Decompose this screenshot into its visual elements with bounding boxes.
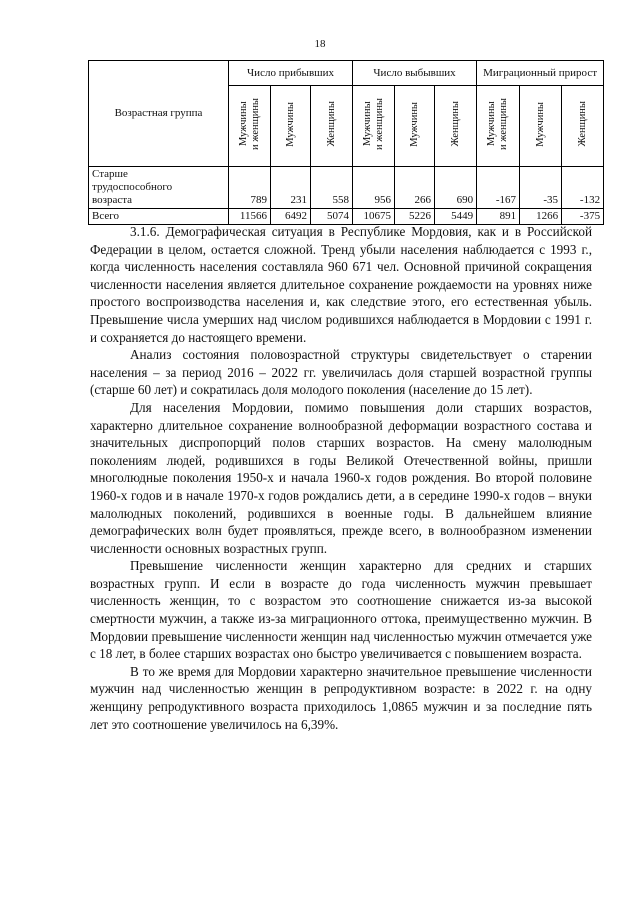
subheader-label: Мужчины и женщины	[486, 97, 510, 151]
table-cell: 5449	[435, 209, 477, 225]
arrivals-header: Число прибывших	[229, 61, 353, 86]
subheader-label: Мужчины	[534, 101, 546, 147]
subheader-label: Мужчины	[284, 101, 296, 147]
table-cell: 956	[353, 167, 395, 209]
subheader-cell	[395, 86, 435, 167]
migration-table	[88, 60, 604, 225]
table-cell: 266	[395, 167, 435, 209]
migration-growth-header: Миграционный прирост	[477, 61, 604, 86]
table-cell: 11566	[229, 209, 271, 225]
table-cell: 6492	[271, 209, 311, 225]
table-cell: -132	[562, 167, 604, 209]
table-cell: 789	[229, 167, 271, 209]
subheader-label: Женщины	[449, 101, 461, 147]
row-label: Всего	[89, 209, 229, 225]
table-cell: -167	[477, 167, 520, 209]
table-cell: 1266	[520, 209, 562, 225]
subheader-cell	[353, 86, 395, 167]
subheader-label: Женщины	[325, 101, 337, 147]
table-cell: 5074	[311, 209, 353, 225]
subheader-label: Мужчины и женщины	[237, 97, 261, 151]
table-cell: 558	[311, 167, 353, 209]
subheader-cell	[311, 86, 353, 167]
body-text	[90, 223, 592, 733]
paragraph: Анализ состояния половозрастной структуры свидетельствует о старении населения – за период 2016 – 2022 гг. увеличилась доля старшей возрастной группы (старше 60 лет) и сократилась доля молодого поколения (население до 15 лет).	[90, 347, 592, 398]
subheader-cell	[477, 86, 520, 167]
row-label: Старше трудоспособного возраста	[89, 167, 229, 209]
subheader-cell	[435, 86, 477, 167]
table-cell: 231	[271, 167, 311, 209]
table-cell: 10675	[353, 209, 395, 225]
subheader-cell	[520, 86, 562, 167]
subheader-cell	[562, 86, 604, 167]
page-number: 18	[314, 38, 326, 50]
subheader-label: Мужчины и женщины	[361, 97, 385, 151]
subheader-cell	[229, 86, 271, 167]
paragraph: Для населения Мордовии, помимо повышения доли старших возрастов, характерно длительное сохранение волнообразной деформации возрастного состава и значительных диспропорций полов старших возрастов. На смену малолюдным поколениям людей, родившихся в годы Великой Отечественной войны, пришли многолюдные поколения 1950-х и начала 1960-х годов рождения. Во второй половине 1960-х годов и в начале 1970-х годов рождались дети, а в середине 1990-х годов – внуки малолюдных поколений, родившихся в военные годы. В дальнейшем влияние демографических волн будет проявляться, прежде всего, в волнообразном изменении численности основных возрастных групп.	[90, 399, 592, 556]
table-cell: 891	[477, 209, 520, 225]
table-cell: -375	[562, 209, 604, 225]
table-cell: 5226	[395, 209, 435, 225]
subheader-label: Женщины	[576, 101, 588, 147]
paragraph: В то же время для Мордовии характерно значительное превышение численности мужчин над численностью женщин в репродуктивном возрасте: в 2022 г. на одну женщину репродуктивного возраста приходилось 1,0865 мужчин и за последние пять лет это соотношение увеличилось на 6,39%.	[90, 663, 592, 732]
table-row	[89, 167, 604, 209]
paragraph: 3.1.6. Демографическая ситуация в Республике Мордовия, как и в Российской Федерации в целом, остается сложной. Тренд убыли населения наблюдается с 1993 г., когда численность населения составляла 960 671 чел. Основной причиной сокращения численности населения является длительное сохранение рождаемости на уровнях ниже простого воспроизводства населения и, как следствие этого, его естественная убыль. Превышение числа умерших над числом родившихся наблюдается в Мордовии с 1991 г. и сохраняется до настоящего времени.	[90, 224, 592, 345]
subheader-label: Мужчины	[408, 101, 420, 147]
table-header-row	[89, 61, 604, 86]
paragraph: Превышение численности женщин характерно для средних и старших возрастных групп. И если в возрасте до года численность мужчин превышает численность женщин, то с возрастом это соотношение снижается из-за высокой смертности мужчин, а также из-за миграционного оттока, преимущественно мужчин. В Мордовии превышение численности женщин над численностью мужчин отмечается уже с 18 лет, в более старших возрастах оно быстро увеличивается с повышением возраста.	[90, 558, 592, 662]
subheader-cell	[271, 86, 311, 167]
table-cell: -35	[520, 167, 562, 209]
departures-header: Число выбывших	[353, 61, 477, 86]
table-cell: 690	[435, 167, 477, 209]
age-group-header: Возрастная группа	[89, 61, 229, 167]
